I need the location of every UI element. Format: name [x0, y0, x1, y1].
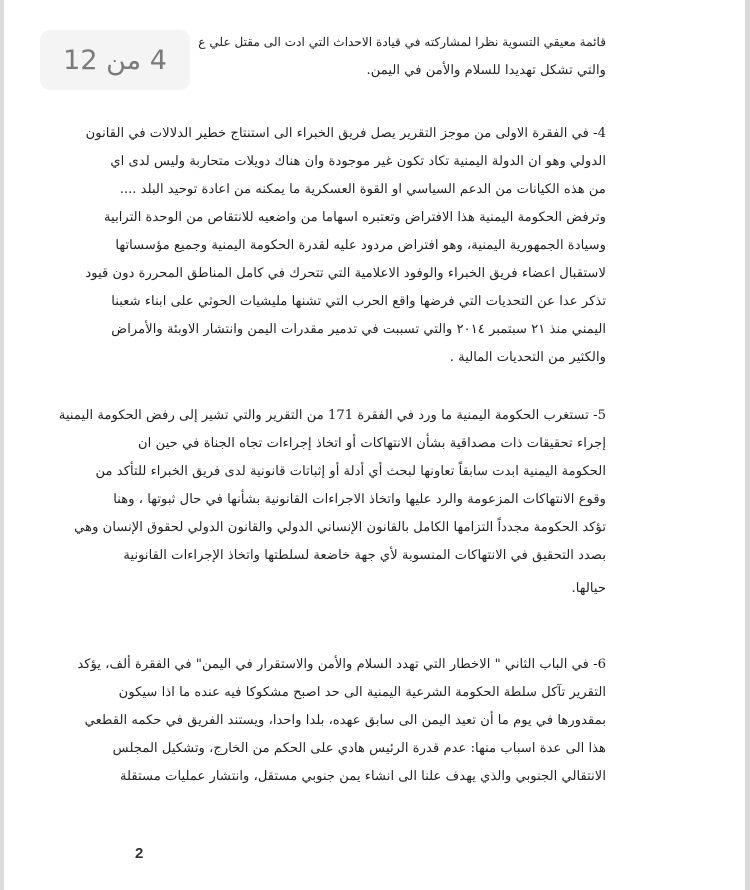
page-counter-badge: 4 من 12 [40, 30, 190, 90]
paragraph-4-line: الدولي وهو ان الدولة اليمنية تكاد تكون غير موجودة وان هناك دويلات متحاربة وليس لدى اي [110, 154, 606, 169]
paragraph-5-line: بصدد التحقيق في الانتهاكات المنسوبة لأي جهة خاضعة لسلطتها واتخاذ الإجراءات القانونية [123, 548, 606, 563]
paragraph-5-line: 5- تستغرب الحكومة اليمنية ما ورد في الفقرة 171 من التقرير والتي تشير إلى رفض الحكومة اليمنية [58, 408, 606, 423]
paragraph-4-line: من هذه الكيانات من الدعم السياسي او القوة العسكرية ما يمكنه من اعادة توحيد البلد .... [119, 182, 606, 197]
paragraph-6-line: هذا الى عدة اسباب منها: عدم قدرة الرئيس هادي على الحكم من الخارج، وتشكيل المجلس [112, 741, 606, 756]
paragraph-4-line: والكثير من التحديات المالية . [449, 350, 606, 365]
paragraph-4-line: وترفض الحكومة اليمنية هذا الافتراض وتعتبره اسهاما من واضعيه للانتقاص من الوحدة الترابية [104, 210, 606, 225]
paragraph-6-line: التقرير تآكل سلطة الحكومة الشرعية اليمنية الى حد اصبح مشكوكا فيه عنده ما اذا سيكون [118, 685, 606, 700]
page-edge-left [0, 0, 4, 890]
paragraph-4-line: لاستقبال اعضاء فريق الخبراء والوفود الاعلامية التي تتحرك في كامل المناطق المحررة دون قيود [85, 266, 606, 281]
text-line: والتي تشكل تهديدا للسلام والأمن في اليمن. [366, 63, 606, 78]
paragraph-5-line: وقوع الانتهاكات المزعومة والرد عليها واتخاذ الاجراءات القانونية بشأنها في حال ثبوتها ، وهنا [113, 492, 606, 507]
paragraph-5-line: إجراء تحقيقات ذات مصداقية بشأن الانتهاكات أو اتخاذ إجراءات تجاه الجناة في حين ان [138, 436, 606, 451]
text-line: قائمة معيقي التسوية نظرا لمشاركته في قيادة الاحداث التي ادت الى مقتل علي ع [198, 35, 606, 49]
paragraph-6-line: بمقدورها في يوم ما أن تعيد اليمن الى سابق عهده، بلدا واحدا، ويستند الفريق في حكمه القطعي [84, 713, 606, 728]
paragraph-4-line: تذكر عدا عن التحديات التي فرضها واقع الحرب التي تشنها مليشيات الحوثي على ابناء شعبنا [111, 294, 606, 309]
paragraph-5-line: تؤكد الحكومة مجدداً التزامها الكامل بالقانون الإنساني الدولي والقانون الدولي لحقوق الإنسان وهي [74, 520, 606, 535]
paragraph-6-line: الانتقالي الجنوبي والذي يهدف علنا الى انشاء يمن جنوبي مستقل، وانتشار عمليات مستقلة [119, 769, 606, 784]
page-number: 2 [135, 845, 144, 862]
paragraph-6-line: 6- في الباب الثاني " الاخطار التي تهدد السلام والأمن والاستقرار في اليمن" في الفقرة ألف، يؤكد [77, 657, 606, 672]
paragraph-4-line: اليمني منذ ٢١ سبتمبر ٢٠١٤ والتي تسببت في تدمير مقدرات اليمن وانتشار الاوبئة والأمراض [111, 322, 606, 337]
page-edge-right [745, 0, 750, 890]
paragraph-5-line: الحكومة اليمنية ابدت سابقاً تعاونها لبحث أي أدلة أو إثباتات قانونية لدى فريق الخبراء للتأكد من [95, 464, 606, 479]
paragraph-5-line: حيالها. [571, 581, 606, 596]
paragraph-4-line: 4- في الفقرة الاولى من موجز التقرير يصل فريق الخبراء الى استنتاج خطير الدلالات في القانون [85, 126, 606, 141]
paragraph-4-line: وسيادة الجمهورية اليمنية، وهو افتراض مردود عليه لقدرة الحكومة اليمنية وجميع مؤسساتها [115, 238, 606, 253]
